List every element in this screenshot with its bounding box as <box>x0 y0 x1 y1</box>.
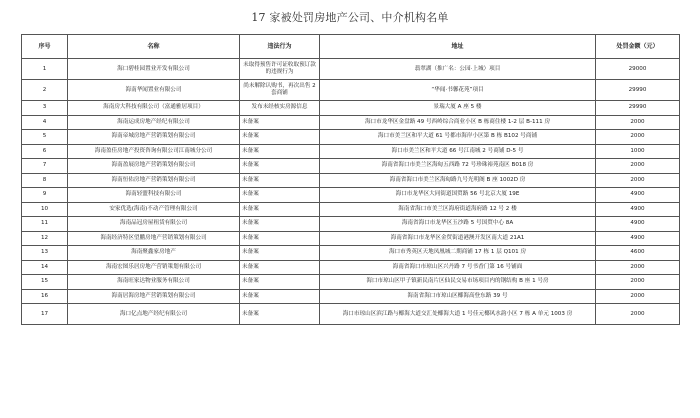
table-row <box>22 304 680 325</box>
address: 海南省海口市琼山区椰海高登东路 39 号 <box>320 289 596 304</box>
company-name: 海南帝城房地产营销策划有限公司 <box>68 130 240 145</box>
violation: 未备案 <box>240 159 320 174</box>
penalty-amount: 2000 <box>596 173 680 188</box>
table-row <box>22 144 680 159</box>
address: 海口市秀英区天地凤凰城二期商铺 17 栋 1 层 Q101 房 <box>320 246 596 261</box>
column-header-act: 违法行为 <box>240 35 320 59</box>
company-name: 海南宏图乐居房地产营销策划有限公司 <box>68 260 240 275</box>
company-name: 海南品冠房屋租赁有限公司 <box>68 217 240 232</box>
address: “华闻·书馨花苑”项目 <box>320 80 596 101</box>
row-number: 8 <box>22 173 68 188</box>
address: 海口市美兰区和平大道 61 号都市海岸小区第 B 栋 B102 号商铺 <box>320 130 596 145</box>
penalty-amount: 2000 <box>596 130 680 145</box>
violation: 未备案 <box>240 260 320 275</box>
column-header-name: 名称 <box>68 35 240 59</box>
row-number: 13 <box>22 246 68 261</box>
table-row <box>22 260 680 275</box>
table-header-row <box>22 35 680 59</box>
penalty-amount: 2000 <box>596 275 680 290</box>
row-number: 3 <box>22 101 68 116</box>
company-name: 海南盈佳房地产投资咨询有限公司江南城分公司 <box>68 144 240 159</box>
address: 海南省海口市龙华区金贸街道港澳开发区南大道 21A1 <box>320 231 596 246</box>
table-row <box>22 130 680 145</box>
violation: 尚未解除认购书，再次出售 2 套商铺 <box>240 80 320 101</box>
penalty-amount: 4900 <box>596 188 680 203</box>
address: 翡翠湖（推广名：公园·上城）项目 <box>320 59 596 80</box>
address: 海南省海口市琼山区兴丹路 7 号书香门第 16 号铺面 <box>320 260 596 275</box>
row-number: 9 <box>22 188 68 203</box>
table-row <box>22 59 680 80</box>
table-row <box>22 231 680 246</box>
company-name: 海南运成房地产经纪有限公司 <box>68 115 240 130</box>
violation: 未备案 <box>240 231 320 246</box>
address: 海南省海口市龙华区玉沙路 5 号国贸中心 8A <box>320 217 596 232</box>
violation: 未备案 <box>240 304 320 325</box>
row-number: 17 <box>22 304 68 325</box>
row-number: 11 <box>22 217 68 232</box>
address: 海南省海口市美兰区海甸路九号光明阁 B 座 1002D 房 <box>320 173 596 188</box>
address: 景瑞大厦 A 座 5 楼 <box>320 101 596 116</box>
company-name: 海南居海房地产营销策划有限公司 <box>68 289 240 304</box>
row-number: 5 <box>22 130 68 145</box>
address: 海口市美兰区和平大道 66 号江南城 2 号商铺 D-5 号 <box>320 144 596 159</box>
table-row <box>22 173 680 188</box>
company-name: 海南旺家达物业服务有限公司 <box>68 275 240 290</box>
row-number: 6 <box>22 144 68 159</box>
row-number: 7 <box>22 159 68 174</box>
table-row <box>22 246 680 261</box>
violation: 未备案 <box>240 246 320 261</box>
table-row <box>22 159 680 174</box>
penalty-amount: 1000 <box>596 144 680 159</box>
violation: 未备案 <box>240 173 320 188</box>
row-number: 15 <box>22 275 68 290</box>
table-row <box>22 80 680 101</box>
company-name: 海南华闻置业有限公司 <box>68 80 240 101</box>
penalty-amount: 4600 <box>596 246 680 261</box>
violation: 未取得预售许可证收取预订款的违规行为 <box>240 59 320 80</box>
penalty-table <box>21 34 680 325</box>
table-row <box>22 202 680 217</box>
company-name: 海南房大科技有限公司（富通雅居项目） <box>68 101 240 116</box>
address: 海口市琼山区滨江路与椰海大道交汇处椰海大道 1 号佳元椰风水韵小区 7 栋 A 单元 1003 房 <box>320 304 596 325</box>
penalty-amount: 2000 <box>596 260 680 275</box>
violation: 未备案 <box>240 144 320 159</box>
penalty-amount: 29990 <box>596 101 680 116</box>
violation: 未备案 <box>240 275 320 290</box>
penalty-amount: 2000 <box>596 159 680 174</box>
address: 海口市龙华区大同街道国贸路 56 号北京大厦 19E <box>320 188 596 203</box>
company-name: 安家优选(海南)不动产管理有限公司 <box>68 202 240 217</box>
table-row <box>22 188 680 203</box>
table-row <box>22 217 680 232</box>
violation: 未备案 <box>240 130 320 145</box>
row-number: 10 <box>22 202 68 217</box>
row-number: 4 <box>22 115 68 130</box>
company-name: 海南轻盟科技有限公司 <box>68 188 240 203</box>
penalty-amount: 2000 <box>596 115 680 130</box>
company-name: 海南经济特区望鹏房地产营销策划有限公司 <box>68 231 240 246</box>
violation: 未备案 <box>240 188 320 203</box>
violation: 未备案 <box>240 217 320 232</box>
table-row <box>22 289 680 304</box>
penalty-amount: 29990 <box>596 80 680 101</box>
penalty-amount: 4900 <box>596 202 680 217</box>
penalty-amount: 29000 <box>596 59 680 80</box>
column-header-no: 序号 <box>22 35 68 59</box>
address: 海口市琼山区甲子镇新民南片区仙民交易市场项目内的钢结构 B 座 1 号房 <box>320 275 596 290</box>
penalty-amount: 4900 <box>596 231 680 246</box>
row-number: 2 <box>22 80 68 101</box>
company-name: 海南聚鑫家房地产 <box>68 246 240 261</box>
company-name: 海南盈展房地产营销策划有限公司 <box>68 159 240 174</box>
company-name: 海口碧桂园置业开发有限公司 <box>68 59 240 80</box>
row-number: 12 <box>22 231 68 246</box>
violation: 发布未经核实房源信息 <box>240 101 320 116</box>
penalty-amount: 4900 <box>596 217 680 232</box>
company-name: 海南恒佑房地产营销策划有限公司 <box>68 173 240 188</box>
address: 海南省海口市美兰区海甸五西路 72 号珍珠裕苑南区 B018 房 <box>320 159 596 174</box>
page-title: 17 家被处罚房地产公司、中介机构名单 <box>251 11 449 24</box>
table-row <box>22 275 680 290</box>
table-row <box>22 115 680 130</box>
violation: 未备案 <box>240 202 320 217</box>
address: 海口市龙华区金盘路 49 号西岭综合商业小区 B 栋商住楼 1-2 层 B-111 房 <box>320 115 596 130</box>
violation: 未备案 <box>240 115 320 130</box>
penalty-amount: 2000 <box>596 289 680 304</box>
column-header-address: 地址 <box>320 35 596 59</box>
column-header-amount: 处罚金额（元） <box>596 35 680 59</box>
row-number: 1 <box>22 59 68 80</box>
company-name: 海口亿点地产经纪有限公司 <box>68 304 240 325</box>
row-number: 14 <box>22 260 68 275</box>
table-row <box>22 101 680 116</box>
penalty-amount: 2000 <box>596 304 680 325</box>
violation: 未备案 <box>240 289 320 304</box>
address: 海南省海口市美兰区海府街道海府路 12 号 2 楼 <box>320 202 596 217</box>
row-number: 16 <box>22 289 68 304</box>
